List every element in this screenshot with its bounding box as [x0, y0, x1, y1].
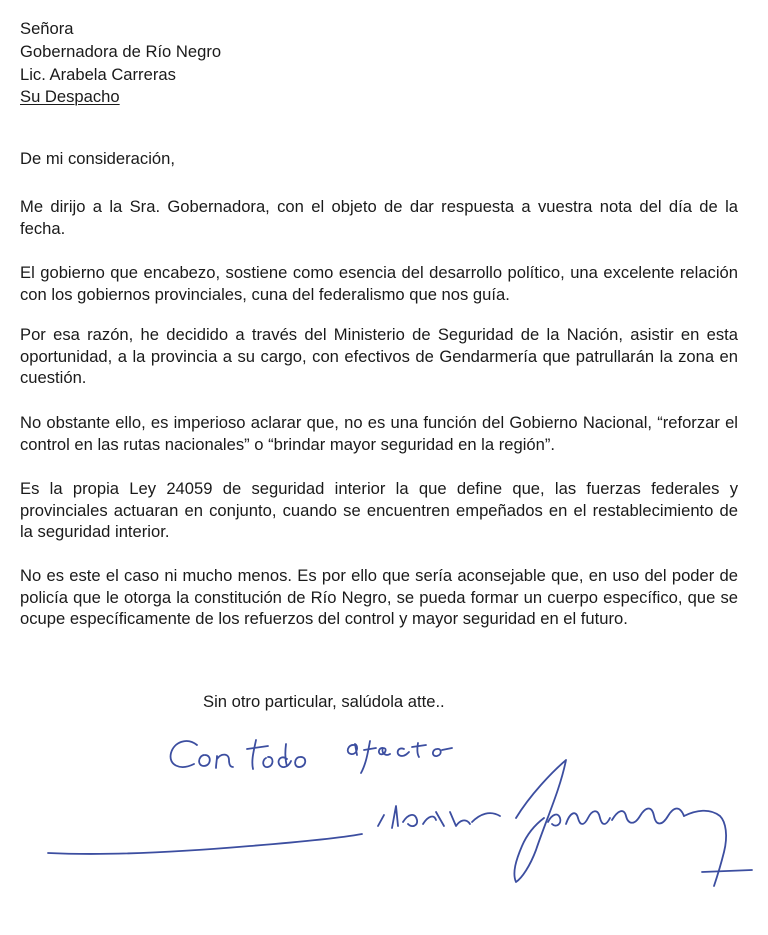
paragraph-6: No es este el caso ni mucho menos. Es por ello que sería aconsejable que, en uso del poder de policía que le otorga la constitución de Río Negro, se pueda formar un cuerpo específico, que se ocupe específicamente de los refuerzos del control y mayor seguridad en el futuro.: [20, 566, 738, 628]
paragraph-5: Es la propia Ley 24059 de seguridad interior la que define que, las fuerzas federales y provinciales actuaran en conjunto, cuando se encuentren empeñados en el restablecimiento de la seguridad interior.: [20, 479, 738, 541]
paragraph-3: Por esa razón, he decidido a través del Ministerio de Seguridad de la Nación, asistir en esta oportunidad, a la provincia a su cargo, con efectivos de Gendarmería que patrullarán la zona en cuestión.: [20, 325, 738, 387]
signature-mark: [48, 760, 752, 886]
paragraph-1: Me dirijo a la Sra. Gobernadora, con el objeto de dar respuesta a vuestra nota del día de la fecha.: [20, 197, 738, 238]
handwritten-note: [171, 740, 452, 773]
addressee-name: Lic. Arabela Carreras: [20, 65, 176, 84]
greeting: De mi consideración,: [20, 149, 175, 168]
paragraph-4: No obstante ello, es imperioso aclarar que, no es una función del Gobierno Nacional, “reforzar el control en las rutas nacionales” o “brindar mayor seguridad en la región”.: [20, 413, 738, 454]
closing-line: Sin otro particular, salúdola atte..: [203, 692, 445, 711]
addressee-position: Gobernadora de Río Negro: [20, 42, 222, 61]
paragraph-2: El gobierno que encabezo, sostiene como esencia del desarrollo político, una excelente relación con los gobiernos provinciales, cuna del federalismo que nos guía.: [20, 263, 738, 304]
addressee-title: Señora: [20, 19, 74, 38]
addressee-office: Su Despacho: [20, 87, 120, 106]
